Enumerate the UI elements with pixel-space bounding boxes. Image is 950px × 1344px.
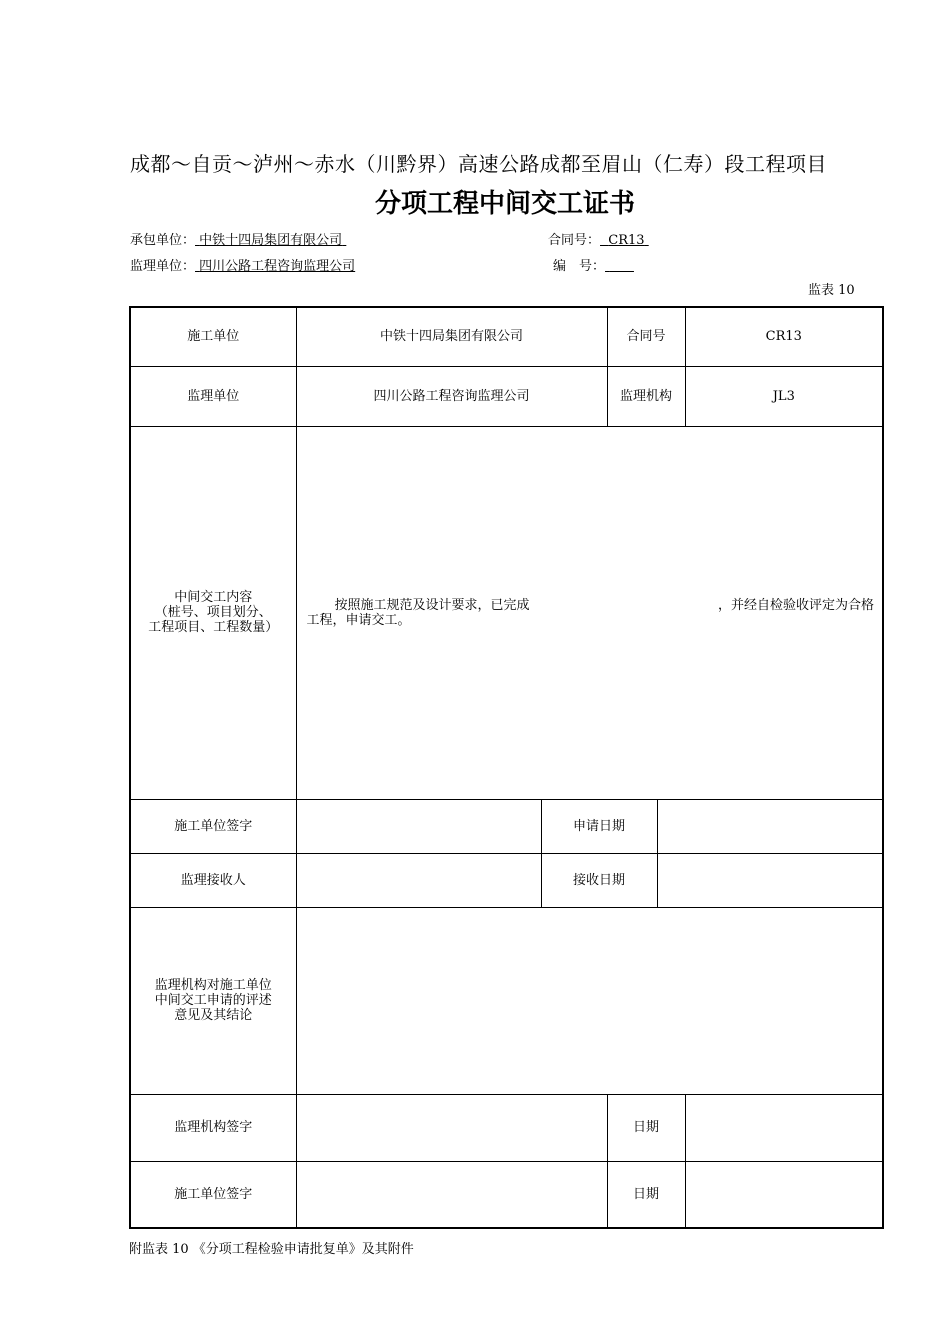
- supervisor-receiver-label: 监理接收人: [130, 853, 296, 907]
- construction-unit-label: 施工单位: [130, 307, 296, 366]
- contractor-row: [130, 229, 346, 248]
- table-row: [130, 1094, 883, 1161]
- construction-date-field[interactable]: [685, 1161, 883, 1228]
- review-opinion-label: [130, 907, 296, 1094]
- content-text-end: ，并经自检验收评定为合格: [718, 597, 875, 613]
- number-value: [605, 259, 634, 274]
- contract-no-value: CR13: [608, 233, 645, 248]
- form-code: 监表 10: [808, 283, 855, 298]
- table-row: [130, 1161, 883, 1228]
- apply-date-label: 申请日期: [541, 799, 657, 853]
- contract-no-cell-label: 合同号: [607, 307, 685, 366]
- review-label-line: 意见及其结论: [174, 1008, 253, 1023]
- table-row: [130, 426, 883, 799]
- handover-content-value: [296, 426, 883, 799]
- table-row: [130, 907, 883, 1094]
- supervisor-row: [130, 255, 355, 274]
- content-text-start: 按照施工规范及设计要求，已完成: [334, 597, 530, 613]
- project-name: 成都～自贡～泸州～赤水（川黔界）高速公路成都至眉山（仁寿）段工程项目: [130, 152, 827, 176]
- receive-date-label: 接收日期: [541, 853, 657, 907]
- table-row: [130, 307, 883, 366]
- contractor-signature-field[interactable]: [296, 799, 541, 853]
- handover-label-line: （桩号、项目划分、: [154, 605, 272, 620]
- content-text-line2: 工程，申请交工。: [306, 612, 411, 628]
- handover-content-label: [130, 426, 296, 799]
- contractor-value: 中铁十四局集团有限公司: [199, 233, 343, 248]
- construction-unit-value: 中铁十四局集团有限公司: [296, 307, 607, 366]
- supervision-agency-label: 监理机构: [607, 366, 685, 426]
- supervision-unit-label: 监理单位: [130, 366, 296, 426]
- number-row: [553, 255, 634, 274]
- contract-no-cell-value: CR13: [685, 307, 883, 366]
- table-row: [130, 799, 883, 853]
- supervision-unit-value: 四川公路工程咨询监理公司: [296, 366, 607, 426]
- review-opinion-field[interactable]: [296, 907, 883, 1094]
- supervisor-receiver-field[interactable]: [296, 853, 541, 907]
- contract-no-label: 合同号：: [548, 233, 601, 248]
- contractor-signature-label: 施工单位签字: [130, 799, 296, 853]
- construction-signature-field[interactable]: [296, 1161, 607, 1228]
- apply-date-field[interactable]: [657, 799, 883, 853]
- construction-date-label: 日期: [607, 1161, 685, 1228]
- agency-signature-label: 监理机构签字: [130, 1094, 296, 1161]
- agency-date-field[interactable]: [685, 1094, 883, 1161]
- handover-label-line: 工程项目、工程数量）: [148, 620, 279, 635]
- agency-date-label: 日期: [607, 1094, 685, 1161]
- agency-signature-field[interactable]: [296, 1094, 607, 1161]
- number-label: 编 号：: [553, 259, 606, 274]
- supervisor-label: 监理单位：: [130, 259, 196, 274]
- supervisor-value: 四川公路工程咨询监理公司: [199, 259, 356, 274]
- document-title: 分项工程中间交工证书: [374, 189, 635, 219]
- construction-signature-label: 施工单位签字: [130, 1161, 296, 1228]
- review-label-line: 监理机构对施工单位: [154, 978, 272, 993]
- supervision-agency-value: JL3: [685, 366, 883, 426]
- contractor-label: 承包单位：: [130, 233, 196, 248]
- review-label-line: 中间交工申请的评述: [154, 993, 272, 1008]
- attachment-note: 附监表 10 《分项工程检验申请批复单》及其附件: [129, 1242, 414, 1257]
- table-row: [130, 853, 883, 907]
- receive-date-field[interactable]: [657, 853, 883, 907]
- handover-label-line: 中间交工内容: [174, 590, 253, 605]
- certificate-table: [129, 306, 884, 1229]
- contract-no-row: [548, 229, 649, 248]
- table-row: [130, 366, 883, 426]
